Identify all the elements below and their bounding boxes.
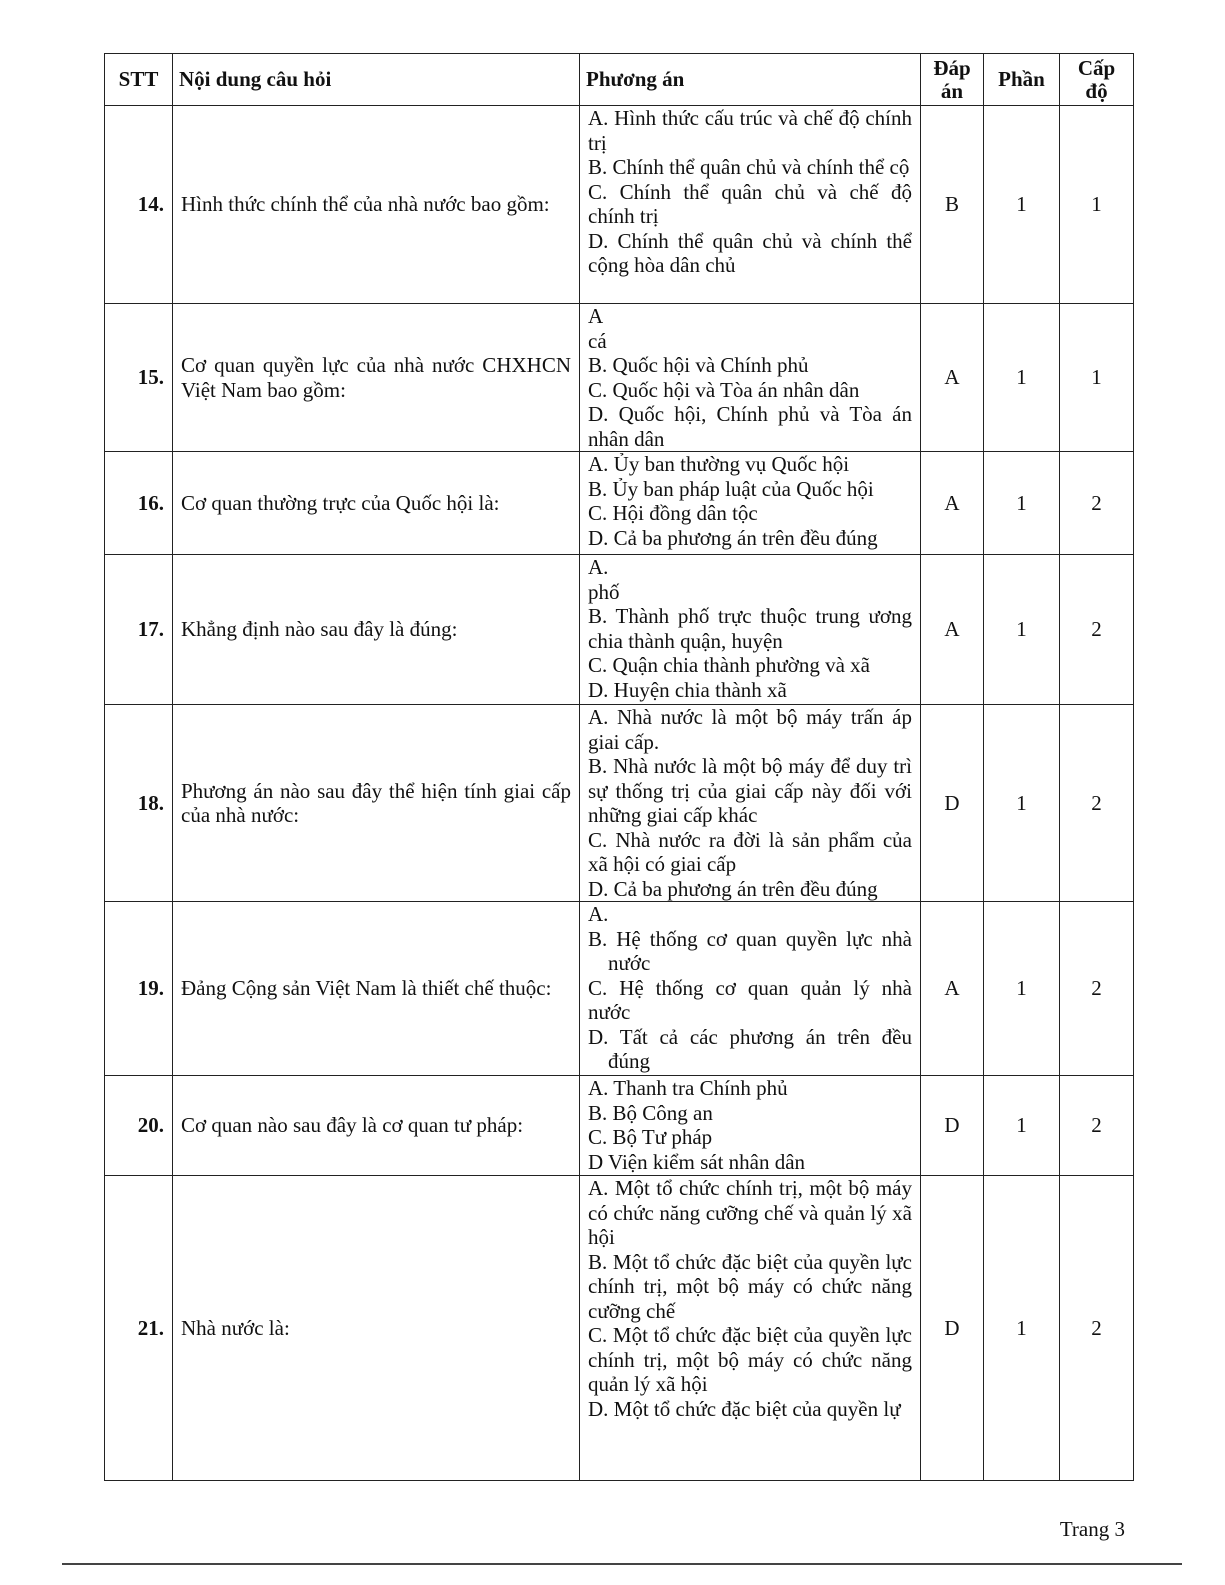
options-cell bbox=[580, 304, 921, 452]
part-cell: 1 bbox=[984, 304, 1060, 452]
row-number: 19. bbox=[105, 902, 173, 1076]
question-text: Đảng Cộng sản Việt Nam là thiết chế thuộc: bbox=[173, 902, 580, 1076]
option-line: A. Nhà nước là một bộ máy trấn áp giai cấp. bbox=[588, 705, 912, 754]
option-line: D. Một tổ chức đặc biệt của quyền lự bbox=[588, 1396, 901, 1421]
answer-cell: A bbox=[921, 902, 984, 1076]
answer-cell: A bbox=[921, 304, 984, 452]
row-number: 17. bbox=[105, 555, 173, 705]
part-cell: 1 bbox=[984, 705, 1060, 902]
answer-cell: A bbox=[921, 555, 984, 705]
header-level-line-2: độ bbox=[1085, 78, 1108, 103]
row-number: 21. bbox=[105, 1176, 173, 1481]
header-options: Phương án bbox=[580, 54, 921, 106]
answer-cell: B bbox=[921, 106, 984, 304]
options-cell bbox=[580, 1176, 921, 1481]
table-row bbox=[105, 304, 1134, 452]
row-number: 15. bbox=[105, 304, 173, 452]
option-line: C. Bộ Tư pháp bbox=[588, 1125, 713, 1149]
part-cell: 1 bbox=[984, 902, 1060, 1076]
part-cell: 1 bbox=[984, 452, 1060, 555]
level-cell: 2 bbox=[1060, 705, 1134, 902]
option-line: B. Hệ thống cơ quan quyền lực nhà nước bbox=[588, 926, 912, 975]
bottom-divider bbox=[62, 1563, 1182, 1565]
table-header-row bbox=[105, 54, 1134, 106]
option-line: C. Hội đồng dân tộc bbox=[588, 501, 758, 525]
question-text: Nhà nước là: bbox=[173, 1176, 580, 1481]
level-cell: 2 bbox=[1060, 1076, 1134, 1176]
part-cell: 1 bbox=[984, 1076, 1060, 1176]
option-line: cá bbox=[588, 328, 607, 353]
option-line: B. Một tổ chức đặc biệt của quyền lực chính trị, một bộ máy có chức năng cưỡng chế bbox=[588, 1249, 912, 1323]
level-cell: 1 bbox=[1060, 106, 1134, 304]
table-row bbox=[105, 902, 1134, 1076]
options-cell bbox=[580, 555, 921, 705]
answer-cell: D bbox=[921, 1176, 984, 1481]
header-part: Phần bbox=[984, 54, 1060, 106]
option-line: B. Nhà nước là một bộ máy để duy trì sự thống trị của giai cấp này đối với những giai cấp khác bbox=[588, 754, 912, 827]
row-number: 16. bbox=[105, 452, 173, 555]
option-line: C. Chính thể quân chủ và chế độ chính trị bbox=[588, 179, 912, 228]
row-number: 14. bbox=[105, 106, 173, 304]
question-text: Hình thức chính thể của nhà nước bao gồm: bbox=[173, 106, 580, 304]
option-line: D. Tất cả các phương án trên đều đúng bbox=[588, 1024, 912, 1073]
row-number: 18. bbox=[105, 705, 173, 902]
level-cell: 2 bbox=[1060, 902, 1134, 1076]
option-line: C. Quận chia thành phường và xã bbox=[588, 653, 871, 677]
answer-cell: D bbox=[921, 1076, 984, 1176]
level-cell: 2 bbox=[1060, 555, 1134, 705]
options-cell bbox=[580, 902, 921, 1076]
question-text: Cơ quan quyền lực của nhà nước CHXHCN Việt Nam bao gồm: bbox=[173, 304, 580, 452]
option-line: phố bbox=[588, 579, 620, 604]
option-line: B. Chính thể quân chủ và chính thể cộ bbox=[588, 155, 910, 179]
option-line: D. Chính thể quân chủ và chính thể cộng hòa dân chủ bbox=[588, 228, 912, 277]
option-line: D Viện kiểm sát nhân dân bbox=[588, 1149, 806, 1174]
level-cell: 1 bbox=[1060, 304, 1134, 452]
option-line: D. Huyện chia thành xã bbox=[588, 677, 787, 702]
header-answer-line-2: án bbox=[940, 78, 964, 103]
options-cell bbox=[580, 106, 921, 304]
part-cell: 1 bbox=[984, 1176, 1060, 1481]
option-line: B. Ủy ban pháp luật của Quốc hội bbox=[588, 476, 874, 501]
table-row bbox=[105, 106, 1134, 304]
part-cell: 1 bbox=[984, 555, 1060, 705]
option-line: C. Một tổ chức đặc biệt của quyền lực chính trị, một bộ máy có chức năng quản lý xã hội bbox=[588, 1323, 912, 1396]
answer-cell: D bbox=[921, 705, 984, 902]
question-text: Cơ quan nào sau đây là cơ quan tư pháp: bbox=[173, 1076, 580, 1176]
option-line: A. bbox=[588, 555, 609, 579]
options-cell bbox=[580, 1076, 921, 1176]
part-cell: 1 bbox=[984, 106, 1060, 304]
options-cell bbox=[580, 452, 921, 555]
table-row bbox=[105, 705, 1134, 902]
table-row bbox=[105, 1176, 1134, 1481]
header-answer-line-1: Đáp bbox=[933, 55, 971, 80]
answer-cell: A bbox=[921, 452, 984, 555]
question-text: Cơ quan thường trực của Quốc hội là: bbox=[173, 452, 580, 555]
option-line: A. Thanh tra Chính phủ bbox=[588, 1076, 788, 1100]
option-line: B. Quốc hội và Chính phủ bbox=[588, 353, 809, 377]
table-row bbox=[105, 555, 1134, 705]
option-line: D. Cả ba phương án trên đều đúng bbox=[588, 876, 878, 901]
table-row bbox=[105, 1076, 1134, 1176]
option-line: B. Thành phố trực thuộc trung ương chia thành quận, huyện bbox=[588, 604, 912, 653]
header-answer bbox=[921, 54, 984, 106]
options-cell bbox=[580, 705, 921, 902]
question-table bbox=[104, 53, 1134, 1481]
option-line: A. Một tổ chức chính trị, một bộ máy có chức năng cưỡng chế và quản lý xã hội bbox=[588, 1176, 912, 1249]
option-line: D. Cả ba phương án trên đều đúng bbox=[588, 525, 878, 550]
row-number: 20. bbox=[105, 1076, 173, 1176]
page-number: Trang 3 bbox=[1059, 1517, 1125, 1541]
option-line: C. Hệ thống cơ quan quản lý nhà nước bbox=[588, 975, 912, 1024]
table-row bbox=[105, 452, 1134, 555]
option-line: C. Nhà nước ra đời là sản phẩm của xã hội có giai cấp bbox=[588, 827, 912, 876]
header-level bbox=[1060, 54, 1134, 106]
option-line: A bbox=[588, 304, 604, 328]
header-stt: STT bbox=[105, 54, 173, 106]
header-level-line-1: Cấp bbox=[1077, 55, 1116, 80]
level-cell: 2 bbox=[1060, 1176, 1134, 1481]
option-line: A. bbox=[588, 902, 609, 926]
question-text: Khẳng định nào sau đây là đúng: bbox=[173, 555, 580, 705]
header-question: Nội dung câu hỏi bbox=[173, 54, 580, 106]
option-line: D. Quốc hội, Chính phủ và Tòa án nhân dân bbox=[588, 402, 912, 451]
option-line: B. Bộ Công an bbox=[588, 1100, 713, 1125]
option-line: A. Ủy ban thường vụ Quốc hội bbox=[588, 452, 850, 476]
level-cell: 2 bbox=[1060, 452, 1134, 555]
question-text: Phương án nào sau đây thể hiện tính giai cấp của nhà nước: bbox=[173, 705, 580, 902]
option-line: A. Hình thức cấu trúc và chế độ chính trị bbox=[588, 106, 912, 155]
option-line: C. Quốc hội và Tòa án nhân dân bbox=[588, 377, 860, 402]
